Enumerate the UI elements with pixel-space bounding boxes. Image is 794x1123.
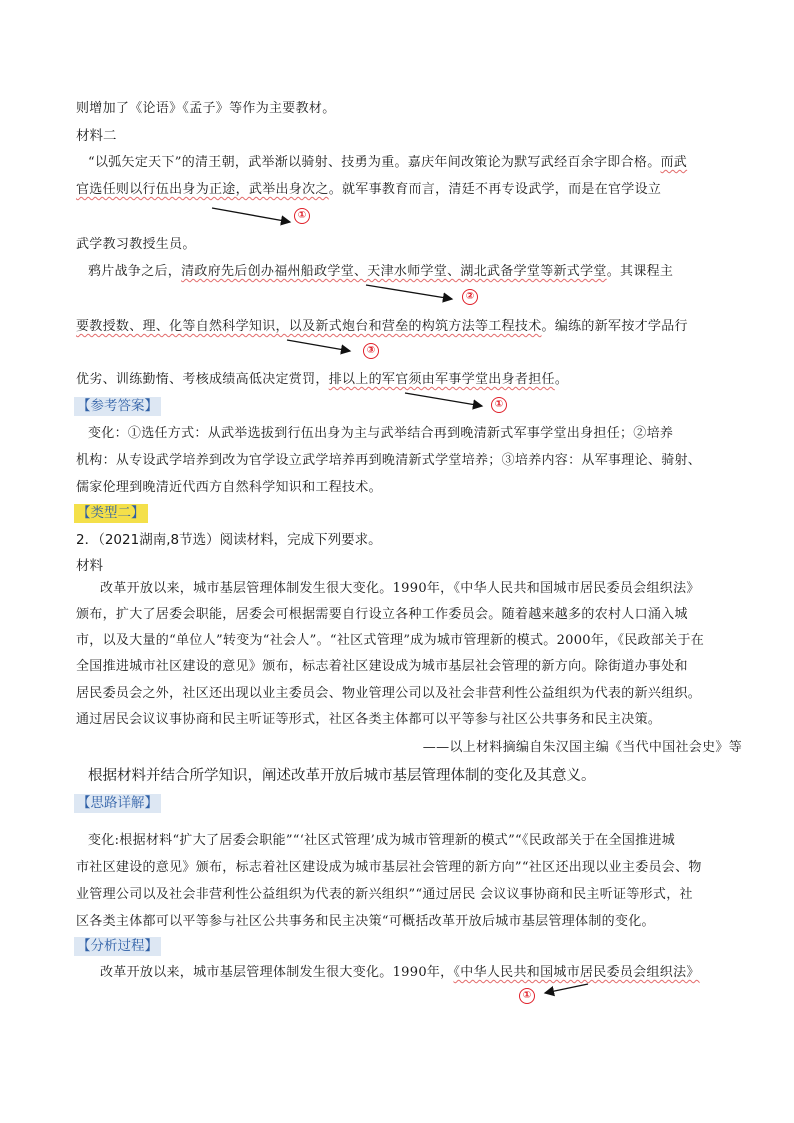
text-line: 全国推进城市社区建设的意见》颁布，标志着社区建设成为城市基层社会管理的新方向。除街道办事处和 — [76, 659, 688, 674]
text-line: 业管理公司以及社会非营利性公益组织为代表的新兴组织”“通过居民 会议议事协商和民主听证等形式，社 — [76, 887, 693, 902]
circled-number-1-marker: ① — [491, 397, 507, 413]
text-line: 市，以及大量的“单位人”转变为“社会人”。“社区式管理”成为城市管理新的模式。2000年，《民政部关于在 — [76, 633, 705, 648]
text-line: 变化：①选任方式：从武举选拔到行伍出身为主与武举结合再到晚清新式军事学堂出身担任；②培养 — [88, 426, 674, 441]
thinking-label: 【思路详解】 — [74, 794, 161, 813]
text-segment: 优劣、训练勤惰、考核成绩高低决定赏罚， — [76, 372, 329, 387]
circled-number-2-marker: ② — [462, 289, 478, 305]
type-2-label: 【类型二】 — [74, 504, 148, 523]
text-segment: 。 — [554, 372, 569, 387]
text-line: 颁布，扩大了居委会职能，居委会可根据需要自行设立各种工作委员会。随着越来越多的农村人口涌入城 — [76, 607, 688, 622]
text-segment: “以弧矢定天下”的清王朝，武举渐以骑射、技勇为重。嘉庆年间改策论为默写武经百余字即合格。 — [88, 155, 661, 170]
arrow-4 — [405, 393, 482, 406]
text-segment: 改革开放以来，城市基层管理体制发生很大变化。1990年， — [100, 965, 454, 980]
text-segment: 。其课程主 — [606, 264, 674, 279]
text-segment: 。就军事教育而言，清廷不再专设武学，而是在官学设立 — [328, 182, 662, 197]
material-heading: 材料 — [76, 558, 103, 574]
highlighted-segment: 而武 — [660, 155, 688, 170]
text-line: 儒家伦理到晚清近代西方自然科学知识和工程技术。 — [76, 480, 382, 495]
text-line: 变化:根据材料“扩大了居委会职能”“‘社区式管理’成为城市管理新的模式”“《民政部关于在全国推进城 — [88, 833, 676, 848]
highlighted-segment: 要教授数、理、化等自然科学知识，以及新式炮台和营垒的构筑方法等工程技术 — [76, 319, 542, 334]
circled-number-1-marker: ① — [294, 208, 310, 224]
arrow-2 — [366, 285, 452, 299]
question-2-title: 2．（2021湖南,8节选）阅读材料，完成下列要求。 — [76, 532, 382, 548]
text-line: 区各类主体都可以平等参与社区公共事务和民主决策“可概括改革开放后城市基层管理体制的变化。 — [76, 914, 655, 929]
material-2-heading: 材料二 — [76, 128, 117, 144]
text-line: 武学教习教授生员。 — [76, 237, 196, 252]
question-text: 根据材料并结合所学知识，阐述改革开放后城市基层管理体制的变化及其意义。 — [88, 768, 596, 784]
circled-number-3-marker: ③ — [363, 343, 379, 359]
text-line: 居民委员会之外，社区还出现以业主委员会、物业管理公司以及社会非营利性公益组织为代表的新兴组织。 — [76, 686, 702, 701]
arrow-5 — [545, 984, 588, 993]
reference-answer-label: 【参考答案】 — [74, 397, 161, 416]
text-segment: 。编练的新军按才学品行 — [541, 319, 688, 334]
highlighted-segment: 《中华人民共和国城市居民委员会组织法》 — [453, 965, 700, 980]
text-line: 改革开放以来，城市基层管理体制发生很大变化。1990年，《中华人民共和国城市居民委员会组织法》 — [100, 581, 700, 596]
highlighted-segment: 清政府先后创办福州船政学堂、天津水师学堂、湖北武备学堂等新式学堂 — [181, 264, 607, 279]
text-line: 市社区建设的意见》颁布，标志着社区建设成为城市基层社会管理的新方向”“社区还出现以业主委员会、物 — [76, 860, 702, 875]
circled-number-1-marker: ① — [519, 988, 535, 1004]
analysis-label: 【分析过程】 — [74, 937, 161, 956]
source-line: ——以上材料摘编自朱汉国主编《当代中国社会史》等 — [422, 740, 742, 755]
text-line: 通过居民会议议事协商和民主听证等形式，社区各类主体都可以平等参与社区公共事务和民主决策。 — [76, 712, 662, 727]
arrow-1 — [212, 208, 290, 222]
highlighted-segment: 排以上的军官须由军事学堂出身者担任 — [328, 372, 555, 387]
highlighted-segment: 官选任则以行伍出身为正途，武举出身次之 — [76, 182, 329, 197]
text-segment: 鸦片战争之后， — [88, 264, 182, 279]
arrow-3 — [287, 340, 350, 351]
text-line: 机构：从专设武学培养到改为官学设立武学培养再到晚清新式学堂培养；③培养内容：从军事理论、骑射、 — [76, 453, 702, 468]
text-line: 则增加了《论语》《孟子》等作为主要教材。 — [76, 101, 336, 116]
